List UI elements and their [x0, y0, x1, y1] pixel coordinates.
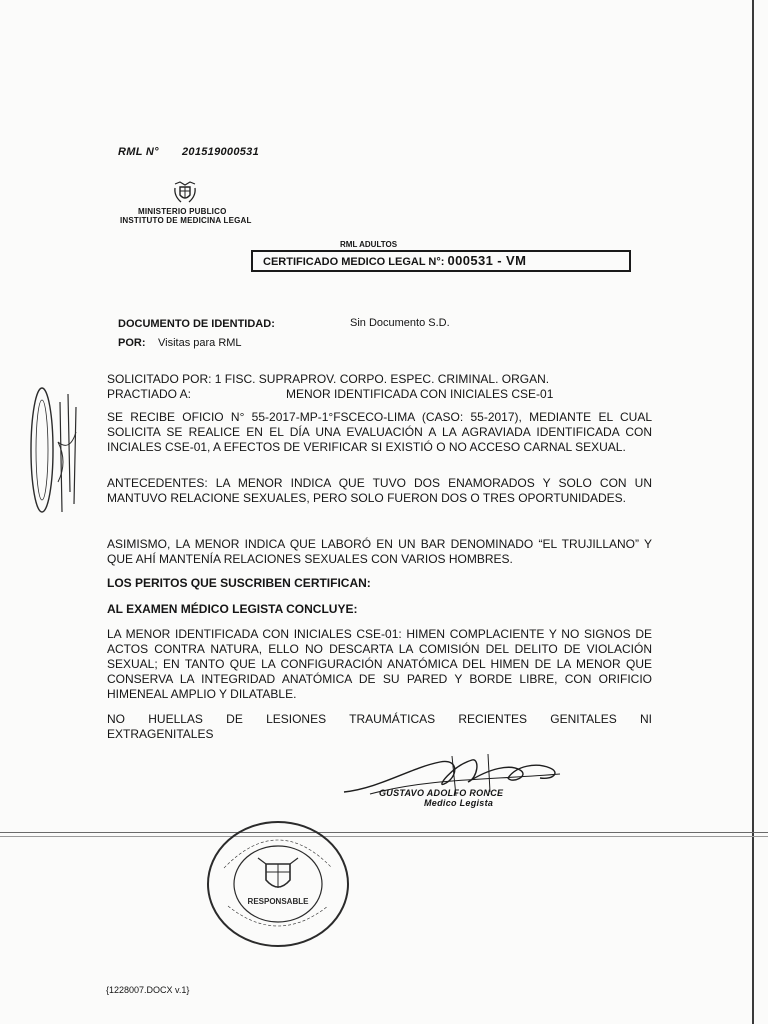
asimismo-paragraph: ASIMISMO, LA MENOR INDICA QUE LABORÓ EN UN BAR DENOMINADO “EL TRUJILLANO” Y QUE AHÍ MANTENÍA RELACIONES SEXUALES CON VARIOS HOMBRES.	[107, 537, 652, 566]
peritos-heading: LOS PERITOS QUE SUSCRIBEN CERTIFICAN:	[107, 576, 371, 590]
practiado-label: PRACTIADO A:	[107, 387, 192, 401]
document-id-label: DOCUMENTO DE IDENTIDAD:	[118, 318, 275, 330]
side-stamp	[28, 372, 88, 522]
examen-heading: AL EXAMEN MÉDICO LEGISTA CONCLUYE:	[107, 602, 358, 616]
signatory-name: GUSTAVO ADOLFO RONCE	[379, 788, 504, 798]
rml-area: RML ADULTOS	[340, 240, 398, 249]
coat-of-arms-icon	[172, 180, 198, 204]
page-edge	[752, 0, 754, 1024]
conclusion-paragraph: LA MENOR IDENTIFICADA CON INICIALES CSE-01: HIMEN COMPLACIENTE Y NO SIGNOS DE ACTOS CONTRA NATURA, ELLO NO DESCARTA LA COMISIÓN DEL DELITO DE VIOLACIÓN SEXUAL; EN TANTO QUE LA CONFIGURACIÓN ANATÓMICA DEL HIMEN DE LA MENOR QUE CONSERVA LA INTEGRIDAD ANATÓMICA DE SU PARED Y BORDE LIBRE, CON ORIFICIO HIMENEAL AMPLIO Y DILATABLE.	[107, 627, 652, 701]
solicitado-por: SOLICITADO POR: 1 FISC. SUPRAPROV. CORPO. ESPEC. CRIMINAL. ORGAN.	[107, 372, 550, 386]
rml-number: 201519000531	[182, 146, 260, 158]
oficio-paragraph: SE RECIBE OFICIO N° 55-2017-MP-1°FSCECO-LIMA (CASO: 55-2017), MEDIANTE EL CUAL SOLICITA SE REALICE EN EL DÍA UNA EVALUACIÓN A LA AGRAVIADA IDENTIFICADA CON INCIALES CSE-01, A EFECTOS DE VERIFICAR SI EXISTIÓ O NO ACCESO CARNAL SEXUAL.	[107, 410, 652, 454]
document-id-value: Sin Documento S.D.	[350, 317, 450, 329]
rml-label: RML N°	[118, 146, 159, 158]
certificate-title-box	[251, 250, 631, 272]
certificate-number: 000531 - VM	[447, 253, 527, 268]
official-round-stamp	[204, 818, 352, 950]
huellas-line-2: EXTRAGENITALES	[107, 727, 214, 741]
institution-line-1: MINISTERIO PUBLICO	[138, 207, 227, 216]
document-reference: {1228007.DOCX v.1}	[106, 985, 190, 995]
por-label: POR:	[118, 337, 146, 349]
huellas-line-1: NO HUELLAS DE LESIONES TRAUMÁTICAS RECIENTES GENITALES NI	[107, 712, 652, 726]
antecedentes-paragraph: ANTECEDENTES: LA MENOR INDICA QUE TUVO DOS ENAMORADOS Y SOLO CON UN MANTUVO RELACIONE SEXUALES, PERO SOLO FUERON DOS O TRES OPORTUNIDADES.	[107, 476, 652, 505]
por-value: Visitas para RML	[158, 337, 242, 349]
certificate-title: CERTIFICADO MEDICO LEGAL N°:	[263, 256, 445, 268]
practiado-value: MENOR IDENTIFICADA CON INICIALES CSE-01	[286, 387, 554, 401]
svg-text:RESPONSABLE: RESPONSABLE	[247, 897, 309, 906]
scan-rule-bottom	[0, 836, 768, 837]
scan-rule-top	[0, 832, 768, 833]
institution-line-2: INSTITUTO DE MEDICINA LEGAL	[120, 216, 252, 225]
signatory-role: Medico Legista	[424, 798, 494, 808]
